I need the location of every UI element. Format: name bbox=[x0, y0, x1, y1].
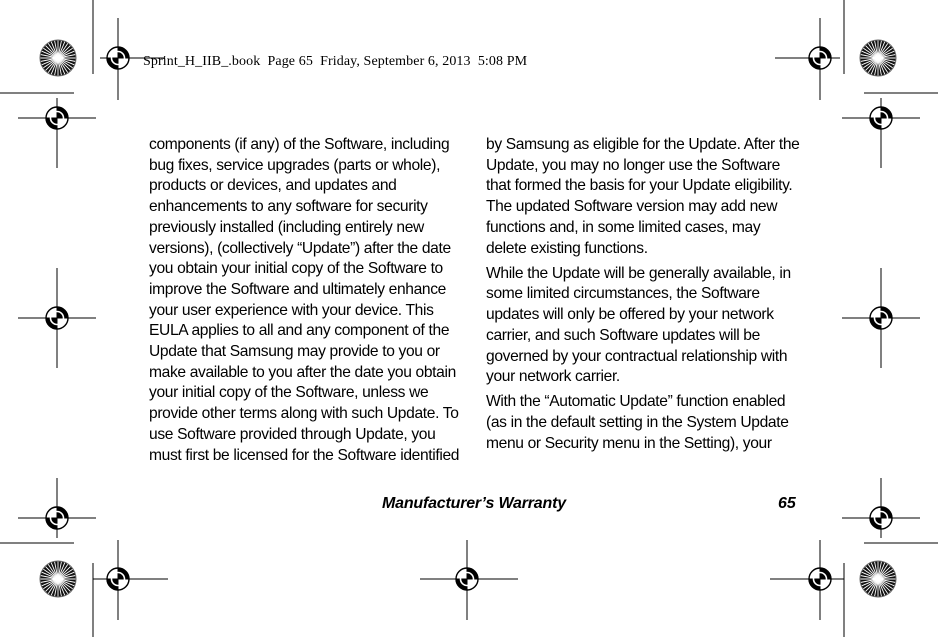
text-line: carrier, and such Software updates will be bbox=[486, 326, 760, 344]
text-line: your initial copy of the Software, unless we bbox=[149, 384, 429, 402]
registration-target-icon bbox=[107, 47, 129, 69]
registration-target-icon bbox=[46, 507, 68, 529]
right-text-column bbox=[486, 135, 806, 455]
text-line: versions), (collectively “Update”) after the date bbox=[149, 239, 451, 257]
registration-target-icon bbox=[809, 47, 831, 69]
starburst-wheel-icon bbox=[860, 40, 896, 76]
text-line: menu or Security menu in the Setting), your bbox=[486, 434, 772, 452]
text-line: delete existing functions. bbox=[486, 239, 648, 257]
text-line: The updated Software version may add new bbox=[486, 198, 778, 216]
registration-target-icon bbox=[107, 568, 129, 590]
starburst-wheel-icon bbox=[40, 40, 76, 76]
paragraph-update-eligibility bbox=[486, 135, 806, 259]
starburst-wheel-icon bbox=[860, 561, 896, 597]
footer-page-number: 65 bbox=[778, 495, 796, 512]
text-line: make available to you after the date you obtain bbox=[149, 363, 456, 381]
text-line: updates will only be offered by your network bbox=[486, 306, 774, 324]
left-text-column bbox=[149, 135, 469, 466]
text-line: components (if any) of the Software, including bbox=[149, 136, 450, 153]
registration-target-icon bbox=[46, 307, 68, 329]
text-line: must first be licensed for the Software identified bbox=[149, 446, 460, 464]
text-line: previously installed (including entirely new bbox=[149, 218, 424, 236]
text-line: Update, you may no longer use the Software bbox=[486, 156, 780, 174]
registration-target-icon bbox=[46, 107, 68, 129]
text-line: by Samsung as eligible for the Update. After the bbox=[486, 136, 800, 153]
text-line: EULA applies to all and any component of the bbox=[149, 322, 450, 340]
starburst-wheel-icon bbox=[40, 561, 76, 597]
registration-target-icon bbox=[870, 107, 892, 129]
registration-target-icon bbox=[870, 307, 892, 329]
registration-target-icon bbox=[870, 507, 892, 529]
text-line: Update that Samsung may provide to you or bbox=[149, 343, 440, 361]
registration-target-icon bbox=[809, 568, 831, 590]
registration-target-icon bbox=[456, 568, 478, 590]
paragraph-automatic-update bbox=[486, 392, 806, 454]
paragraph-carrier-updates bbox=[486, 264, 806, 388]
footer-section-title: Manufacturer’s Warranty bbox=[382, 495, 566, 512]
text-line: use Software provided through Update, you bbox=[149, 425, 436, 443]
text-line: bug fixes, service upgrades (parts or whole), bbox=[149, 156, 441, 174]
text-line: (as in the default setting in the System Update bbox=[486, 414, 789, 432]
text-line: you obtain your initial copy of the Software to bbox=[149, 260, 443, 278]
text-line: your network carrier. bbox=[486, 368, 620, 386]
text-line: that formed the basis for your Update eligibility. bbox=[486, 177, 793, 195]
text-line: enhancements to any software for security bbox=[149, 198, 428, 216]
text-line: your user experience with your device. This bbox=[149, 301, 434, 319]
book-slug-header: Sprint_H_IIB_.book Page 65 Friday, September 6, 2013 5:08 PM bbox=[143, 54, 528, 69]
text-line: governed by your contractual relationship with bbox=[486, 347, 788, 365]
text-line: While the Update will be generally available, in bbox=[486, 264, 791, 282]
text-line: improve the Software and ultimately enhance bbox=[149, 280, 447, 298]
text-line: functions and, in some limited cases, may bbox=[486, 218, 761, 236]
text-line: products or devices, and updates and bbox=[149, 177, 397, 195]
text-line: provide other terms along with such Update. To bbox=[149, 405, 459, 423]
text-line: some limited circumstances, the Software bbox=[486, 285, 760, 303]
text-line: With the “Automatic Update” function enabled bbox=[486, 393, 786, 411]
